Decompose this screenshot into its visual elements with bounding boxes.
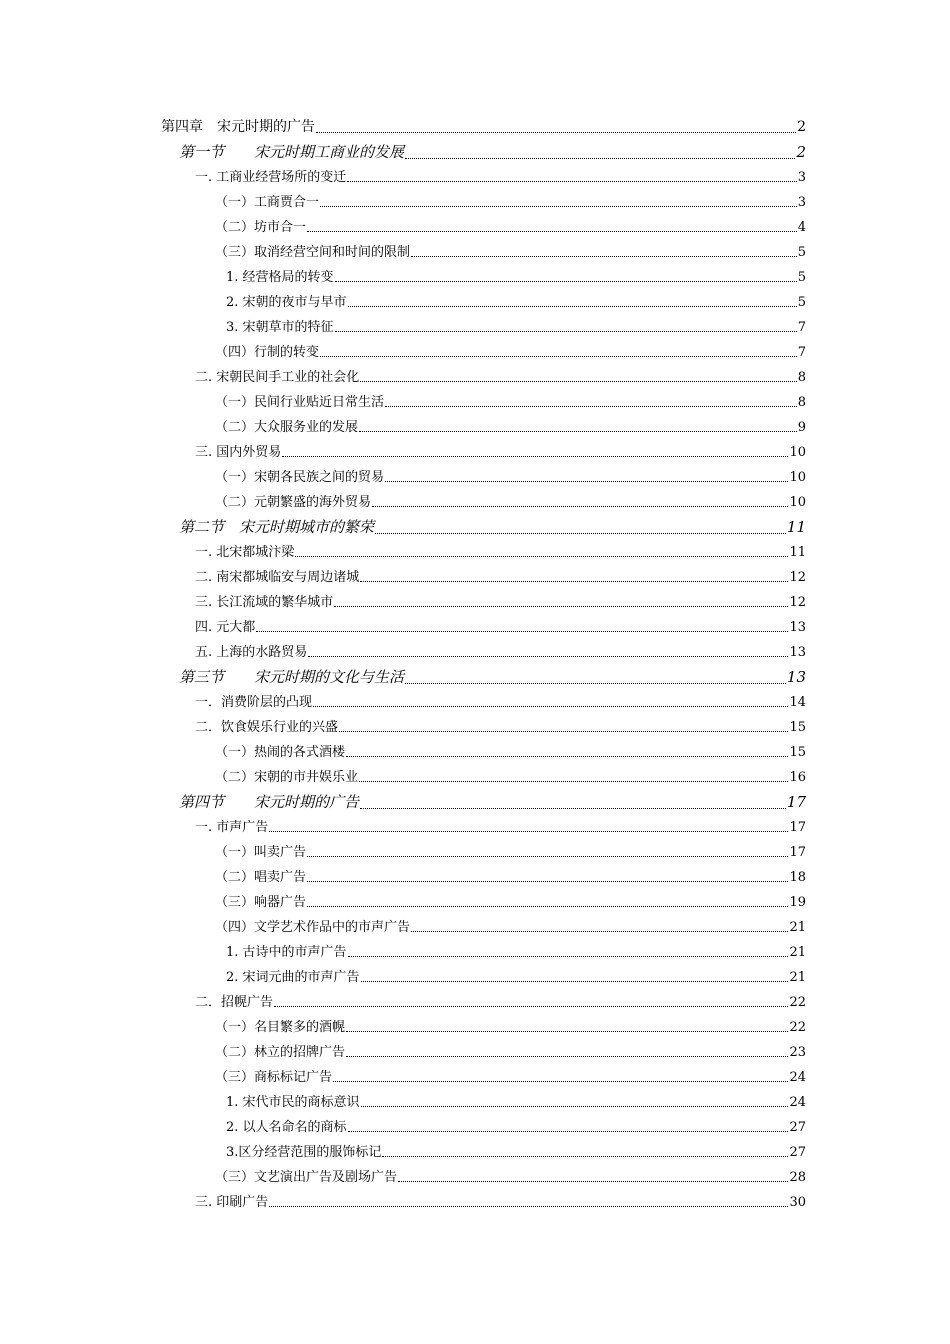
dot-leader <box>359 431 797 432</box>
toc-entry-title: （一）名目繁多的酒幌 <box>215 1020 346 1035</box>
toc-entry-page-number: 7 <box>797 345 806 360</box>
toc-entry-title: （二）大众服务业的发展 <box>215 420 359 435</box>
toc-entry[interactable] <box>215 1166 806 1185</box>
toc-entry[interactable] <box>195 716 806 735</box>
toc-entry-title: （二）元朝繁盛的海外贸易 <box>215 495 372 510</box>
toc-entry-title: （一）工商贾合一 <box>215 195 320 210</box>
dot-leader <box>282 456 788 457</box>
dot-leader <box>385 481 788 482</box>
toc-entry[interactable] <box>226 1116 806 1135</box>
toc-entry[interactable] <box>195 691 806 710</box>
dot-leader <box>334 606 788 607</box>
dot-leader <box>411 931 788 932</box>
toc-entry[interactable] <box>179 516 806 537</box>
toc-entry-title: 第四章 宋元时期的广告 <box>161 119 315 135</box>
toc-entry[interactable] <box>215 1016 806 1035</box>
toc-entry-page-number: 14 <box>789 695 806 710</box>
toc-entry-page-number: 5 <box>797 245 806 260</box>
dot-leader <box>256 631 788 632</box>
toc-entry[interactable] <box>215 466 806 485</box>
toc-entry-page-number: 11 <box>789 545 806 560</box>
dot-leader <box>360 381 796 382</box>
toc-entry-page-number: 22 <box>789 995 806 1010</box>
toc-entry-title: 三. 国内外贸易 <box>195 445 282 460</box>
dot-leader <box>333 1081 788 1082</box>
dot-leader <box>411 256 797 257</box>
toc-entry-page-number: 13 <box>786 668 806 686</box>
toc-entry-title: （一）宋朝各民族之间的贸易 <box>215 470 385 485</box>
toc-entry-page-number: 5 <box>797 295 806 310</box>
toc-entry-page-number: 21 <box>789 970 806 985</box>
toc-entry[interactable] <box>179 791 806 812</box>
toc-entry[interactable] <box>215 216 806 235</box>
toc-entry-page-number: 19 <box>789 895 806 910</box>
toc-entry-title: 一. 北宋都城汴梁 <box>195 545 295 560</box>
dot-leader <box>348 1131 789 1132</box>
toc-entry-title: （四）行制的转变 <box>215 345 320 360</box>
toc-entry-title: （三）商标标记广告 <box>215 1070 333 1085</box>
toc-entry-title: （一）叫卖广告 <box>215 845 307 860</box>
toc-entry-page-number: 15 <box>789 720 806 735</box>
toc-entry-title: 1. 宋代市民的商标意识 <box>226 1095 360 1110</box>
toc-entry-title: 一. 工商业经营场所的变迁 <box>195 170 347 185</box>
toc-entry-page-number: 24 <box>789 1095 806 1110</box>
toc-entry-title: （一）热闹的各式酒楼 <box>215 745 346 760</box>
dot-leader <box>339 731 788 732</box>
toc-entry[interactable] <box>195 566 806 585</box>
toc-entry-page-number: 13 <box>789 620 806 635</box>
toc-entry-title: 第一节 宋元时期工商业的发展 <box>179 143 405 161</box>
toc-entry[interactable] <box>215 841 806 860</box>
dot-leader <box>360 581 788 582</box>
toc-entry[interactable] <box>195 1191 806 1210</box>
toc-entry-title: （二）林立的招牌广告 <box>215 1045 346 1060</box>
toc-entry-title: 第四节 宋元时期的广告 <box>179 793 360 811</box>
toc-entry[interactable] <box>195 441 806 460</box>
toc-entry-page-number: 21 <box>789 920 806 935</box>
dot-leader <box>269 831 788 832</box>
toc-entry-page-number: 16 <box>789 770 806 785</box>
dot-leader <box>385 406 797 407</box>
dot-leader <box>382 1156 788 1157</box>
dot-leader <box>307 881 788 882</box>
dot-leader <box>307 906 788 907</box>
dot-leader <box>347 181 796 182</box>
toc-entry-page-number: 27 <box>789 1120 806 1135</box>
toc-entry-title: 一．消费阶层的凸现 <box>195 695 313 710</box>
toc-entry[interactable] <box>215 1041 806 1060</box>
toc-entry[interactable] <box>215 866 806 885</box>
toc-entry[interactable] <box>195 991 806 1010</box>
toc-entry[interactable] <box>179 666 806 687</box>
dot-leader <box>348 306 797 307</box>
dot-leader <box>348 956 789 957</box>
toc-entry[interactable] <box>215 416 806 435</box>
dot-leader <box>320 206 797 207</box>
toc-entry[interactable] <box>215 391 806 410</box>
toc-entry[interactable] <box>226 1141 806 1160</box>
toc-entry-page-number: 8 <box>797 395 806 410</box>
toc-entry-title: 2. 宋朝的夜市与早市 <box>226 295 347 310</box>
toc-entry-title: 1. 经营格局的转变 <box>226 270 334 285</box>
toc-entry[interactable] <box>226 966 806 985</box>
toc-entry-title: 2. 宋词元曲的市声广告 <box>226 970 360 985</box>
toc-entry-page-number: 22 <box>789 1020 806 1035</box>
toc-entry[interactable] <box>195 366 806 385</box>
toc-entry-title: （二）唱卖广告 <box>215 870 307 885</box>
toc-entry-page-number: 17 <box>789 845 806 860</box>
toc-entry-title: 二. 宋朝民间手工业的社会化 <box>195 370 360 385</box>
dot-leader <box>274 1006 788 1007</box>
toc-entry-page-number: 12 <box>789 570 806 585</box>
toc-entry-title: 第二节 宋元时期城市的繁荣 <box>179 518 375 536</box>
toc-entry-title: 三. 印刷广告 <box>195 1195 269 1210</box>
toc-entry[interactable] <box>215 766 806 785</box>
dot-leader <box>346 1056 788 1057</box>
toc-entry-title: （三）响器广告 <box>215 895 307 910</box>
toc-entry[interactable] <box>195 541 806 560</box>
toc-entry-page-number: 10 <box>789 445 806 460</box>
toc-entry-page-number: 18 <box>789 870 806 885</box>
toc-entry-title: 二．招幌广告 <box>195 995 274 1010</box>
toc-entry[interactable] <box>195 616 806 635</box>
toc-entry[interactable] <box>215 191 806 210</box>
toc-entry[interactable] <box>215 741 806 760</box>
toc-entry-title: 2. 以人名命名的商标 <box>226 1120 347 1135</box>
toc-entry[interactable] <box>226 291 806 310</box>
toc-entry-title: 3. 宋朝草市的特征 <box>226 320 334 335</box>
toc-entry-page-number: 8 <box>797 370 806 385</box>
toc-entry-title: （四）文学艺术作品中的市声广告 <box>215 920 411 935</box>
toc-entry-title: （二）宋朝的市井娱乐业 <box>215 770 359 785</box>
toc-entry-page-number: 13 <box>789 645 806 660</box>
toc-entry-title: 1. 古诗中的市声广告 <box>226 945 347 960</box>
toc-entry-page-number: 3 <box>797 170 806 185</box>
toc-entry-title: （三）取消经营空间和时间的限制 <box>215 245 411 260</box>
toc-entry[interactable] <box>226 316 806 335</box>
toc-entry-page-number: 17 <box>786 793 806 811</box>
toc-entry-title: 二．饮食娱乐行业的兴盛 <box>195 720 339 735</box>
toc-entry-page-number: 2 <box>796 143 806 161</box>
dot-leader <box>320 356 797 357</box>
toc-entry-page-number: 30 <box>789 1195 806 1210</box>
toc-entry-title: 五. 上海的水路贸易 <box>195 645 308 660</box>
toc-entry-title: 四. 元大都 <box>195 620 256 635</box>
toc-entry-page-number: 5 <box>797 270 806 285</box>
toc-entry-page-number: 7 <box>797 320 806 335</box>
toc-entry-page-number: 10 <box>789 470 806 485</box>
dot-leader <box>398 1181 788 1182</box>
toc-entry-title: 3.区分经营范围的服饰标记 <box>226 1145 382 1160</box>
toc-entry[interactable] <box>215 891 806 910</box>
dot-leader <box>375 533 786 534</box>
toc-entry[interactable] <box>226 1091 806 1110</box>
toc-entry-page-number: 3 <box>797 195 806 210</box>
toc-entry-title: （一）民间行业贴近日常生活 <box>215 395 385 410</box>
dot-leader <box>359 781 788 782</box>
toc-entry[interactable] <box>215 341 806 360</box>
toc-entry-page-number: 2 <box>797 119 806 135</box>
dot-leader <box>346 756 788 757</box>
dot-leader <box>308 656 788 657</box>
toc-entry-title: （三）文艺演出广告及剧场广告 <box>215 1170 398 1185</box>
toc-entry[interactable] <box>215 916 806 935</box>
dot-leader <box>361 1106 789 1107</box>
dot-leader <box>361 981 789 982</box>
toc-entry[interactable] <box>226 941 806 960</box>
dot-leader <box>313 706 788 707</box>
toc-entry-page-number: 24 <box>789 1070 806 1085</box>
toc-entry[interactable] <box>195 816 806 835</box>
toc-entry-title: 二. 南宋都城临安与周边诸城 <box>195 570 360 585</box>
toc-entry-page-number: 21 <box>789 945 806 960</box>
dot-leader <box>307 231 797 232</box>
toc-entry-page-number: 4 <box>797 220 806 235</box>
toc-entry-page-number: 10 <box>789 495 806 510</box>
toc-entry[interactable] <box>215 491 806 510</box>
toc-entry[interactable] <box>215 1066 806 1085</box>
toc-entry-page-number: 28 <box>789 1170 806 1185</box>
toc-entry-page-number: 11 <box>786 518 806 536</box>
toc-entry-title: 第三节 宋元时期的文化与生活 <box>179 668 405 686</box>
dot-leader <box>295 556 788 557</box>
dot-leader <box>372 506 788 507</box>
dot-leader <box>405 158 795 159</box>
dot-leader <box>335 331 797 332</box>
toc-entry[interactable] <box>195 641 806 660</box>
toc-entry[interactable] <box>161 116 806 136</box>
toc-entry-page-number: 12 <box>789 595 806 610</box>
dot-leader <box>316 132 796 133</box>
toc-entry-page-number: 9 <box>797 420 806 435</box>
dot-leader <box>307 856 788 857</box>
toc-entry[interactable] <box>215 241 806 260</box>
dot-leader <box>335 281 797 282</box>
dot-leader <box>269 1206 788 1207</box>
toc-entry-page-number: 23 <box>789 1045 806 1060</box>
dot-leader <box>346 1031 788 1032</box>
toc-entry[interactable] <box>226 266 806 285</box>
toc-entry-page-number: 17 <box>789 820 806 835</box>
toc-entry-page-number: 15 <box>789 745 806 760</box>
toc-entry-title: 三. 长江流域的繁华城市 <box>195 595 334 610</box>
toc-entry[interactable] <box>195 166 806 185</box>
dot-leader <box>405 683 786 684</box>
toc-entry-page-number: 27 <box>789 1145 806 1160</box>
dot-leader <box>360 808 786 809</box>
toc-entry-title: （二）坊市合一 <box>215 220 307 235</box>
toc-entry-title: 一. 市声广告 <box>195 820 269 835</box>
toc-entry[interactable] <box>179 141 806 162</box>
toc-entry[interactable] <box>195 591 806 610</box>
